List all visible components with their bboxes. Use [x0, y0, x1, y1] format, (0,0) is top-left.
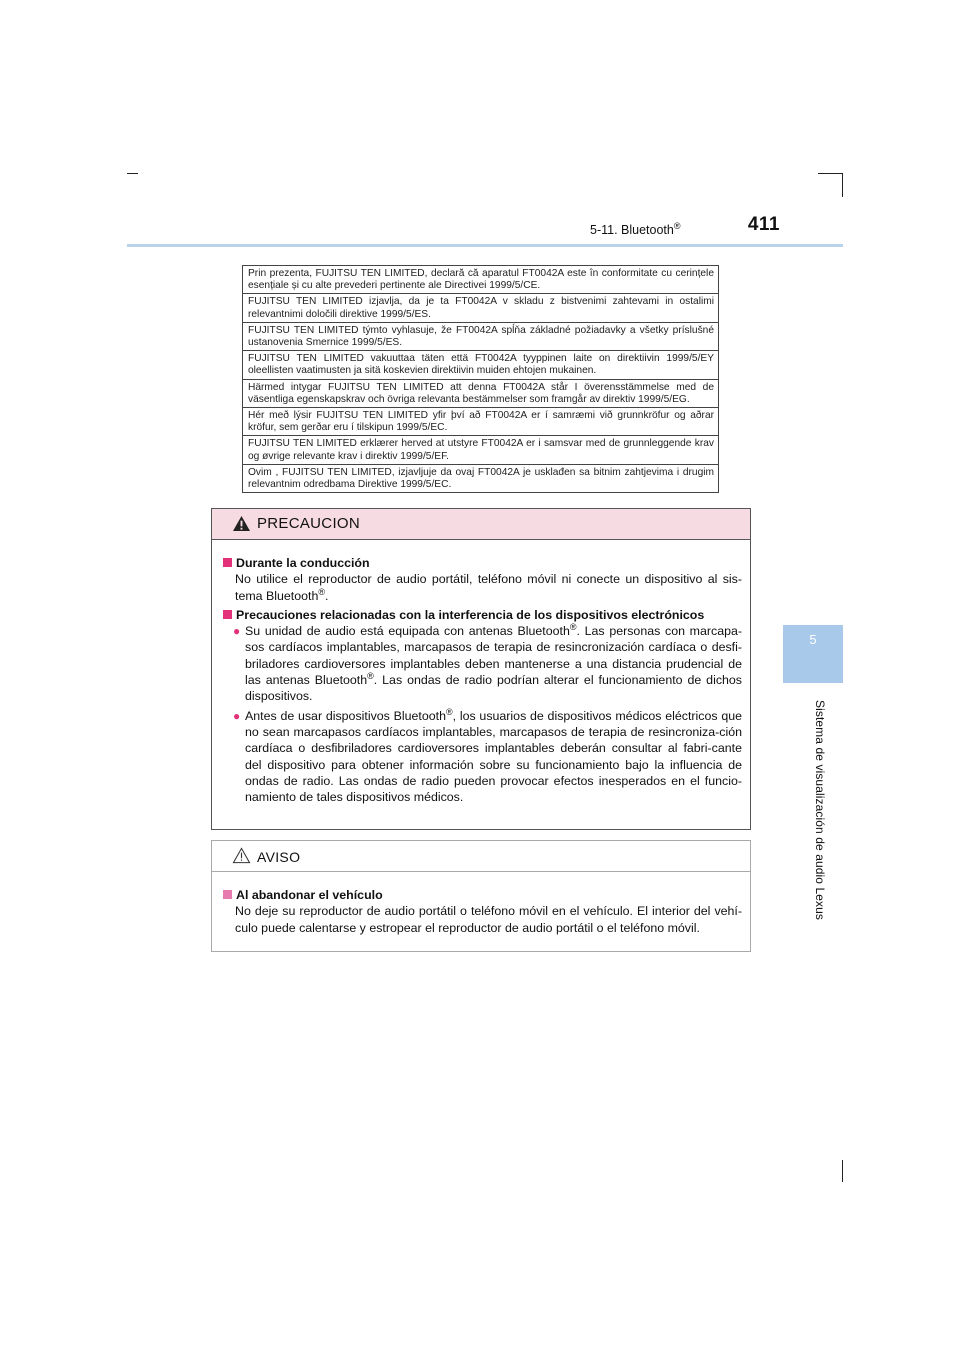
declaration-icelandic: Hér með lýsir FUJITSU TEN LIMITED yfir því að FT0042A er í samræmi við grunnkröfur og aðrar kröfur, sem gerðar eru í tilskipun 1999/5/EC. — [243, 408, 718, 436]
caution-outline-icon — [232, 847, 251, 864]
declaration-table — [242, 265, 719, 493]
bullet-dot-icon: ● — [233, 708, 241, 723]
bullet-antennas: ● Su unidad de audio está equipada con antenas Bluetooth®. Las personas con marcapa-sos cardíacos implantables, marcapasos de terapia de resincronización cardíaca o desfi-briladores cardioversores implantables deben mantenerse a una distancia prudencial de las antenas Bluetooth®. Las ondas de radio podrían alterar el funcionamiento de dichos dispositivos. — [233, 622, 742, 704]
precaucion-body — [212, 540, 750, 805]
chapter-number: 5 — [809, 632, 817, 647]
bullet-dot-icon: ● — [233, 624, 241, 639]
declaration-romanian: Prin prezenta, FUJITSU TEN LIMITED, declară că aparatul FT0042A este în conformitate cu cerințele esențiale și cu alte prevederi pertinente ale Directivei 1999/5/CE. — [243, 266, 718, 294]
declaration-croatian: Ovim , FUJITSU TEN LIMITED, izjavljuje da ovaj FT0042A je usklađen sa bitnim zahtjevima i drugim relevantnim odredbama Direktive 1999/5/EC. — [248, 466, 714, 491]
bullet-medical-devices: ● Antes de usar dispositivos Bluetooth®, los usuarios de dispositivos médicos eléctricos que no sean marcapasos cardíacos implantables, marcapasos de terapia de resincroniza-ción cardíaca o desfibriladores cardioversores implantables deberán consultar al fabri-cante del dispositivo para obtener información sobre su funcionamiento bajo la influencia de ondas de radio. Las ondas de radio pueden provocar efectos inesperados en el funcio-namiento de tales dispositivos médicos. — [233, 706, 743, 805]
section-heading-driving: Durante la conducción — [223, 555, 742, 571]
aviso-header — [212, 841, 750, 872]
aviso-title: AVISO — [257, 849, 301, 865]
driving-text: No utilice el reproductor de audio portátil, teléfono móvil ni conecte un dispositivo al sis-tema Bluetooth®. — [235, 572, 742, 603]
warning-triangle-icon — [232, 515, 251, 532]
precaucion-header — [212, 509, 750, 540]
precaucion-title: PRECAUCION — [257, 515, 361, 532]
section-title: 5-11. Bluetooth® — [590, 221, 681, 238]
square-marker-icon — [223, 610, 232, 619]
leaving-vehicle-text: No deje su reproductor de audio portátil o teléfono móvil en el vehículo. El interior del vehí-culo puede calentarse y estropear el reproductor de audio portátil o el teléfono móvil. — [235, 904, 742, 935]
aviso-box — [211, 840, 751, 952]
crop-mark-top-right-h — [818, 173, 842, 174]
declaration-swedish: Härmed intygar FUJITSU TEN LIMITED att denna FT0042A står I överensstämmelse med de väsentliga egenskapskrav och övriga relevanta bestämmelser som framgår av direktiv 1999/5/EG. — [243, 380, 718, 408]
declaration-slovak: FUJITSU TEN LIMITED týmto vyhlasuje, že FT0042A spĺňa základné požiadavky a všetky príslušné ustanovenia Smernice 1999/5/ES. — [243, 323, 718, 351]
header-rule — [127, 244, 843, 247]
declaration-norwegian: FUJITSU TEN LIMITED erklærer herved at utstyre FT0042A er i samsvar med de grunnleggende krav og øvrige relevante krav i direktiv 1999/5/EF. — [243, 436, 718, 464]
declaration-finnish: FUJITSU TEN LIMITED vakuuttaa täten että FT0042A tyyppinen laite on direktiivin 1999/5/EY oleellisten vaatimusten ja sitä koskevien direktiivin muiden ehtojen mukainen. — [243, 351, 718, 379]
crop-mark-bottom-right-v — [842, 1160, 843, 1182]
crop-mark-top-right-v — [842, 173, 843, 197]
chapter-title: Sistema de visualización de audio Lexus — [813, 700, 827, 921]
section-heading-leaving-vehicle: Al abandonar el vehículo — [223, 887, 742, 903]
page-number: 411 — [747, 214, 780, 235]
declaration-slovenian: FUJITSU TEN LIMITED izjavlja, da je ta FT0042A v skladu z bistvenimi zahtevami in ostalimi relevantnimi določili direktive 1999/5/ES. — [243, 294, 718, 322]
chapter-tab — [783, 625, 843, 683]
precaucion-box — [211, 508, 751, 830]
crop-mark-top-left-h — [127, 173, 138, 174]
square-marker-icon — [223, 890, 232, 899]
registered-mark: ® — [673, 221, 681, 231]
section-heading-interference: Precauciones relacionadas con la interferencia de los dispositivos electrónicos — [223, 607, 742, 623]
square-marker-icon — [223, 558, 232, 567]
aviso-body — [212, 872, 750, 936]
